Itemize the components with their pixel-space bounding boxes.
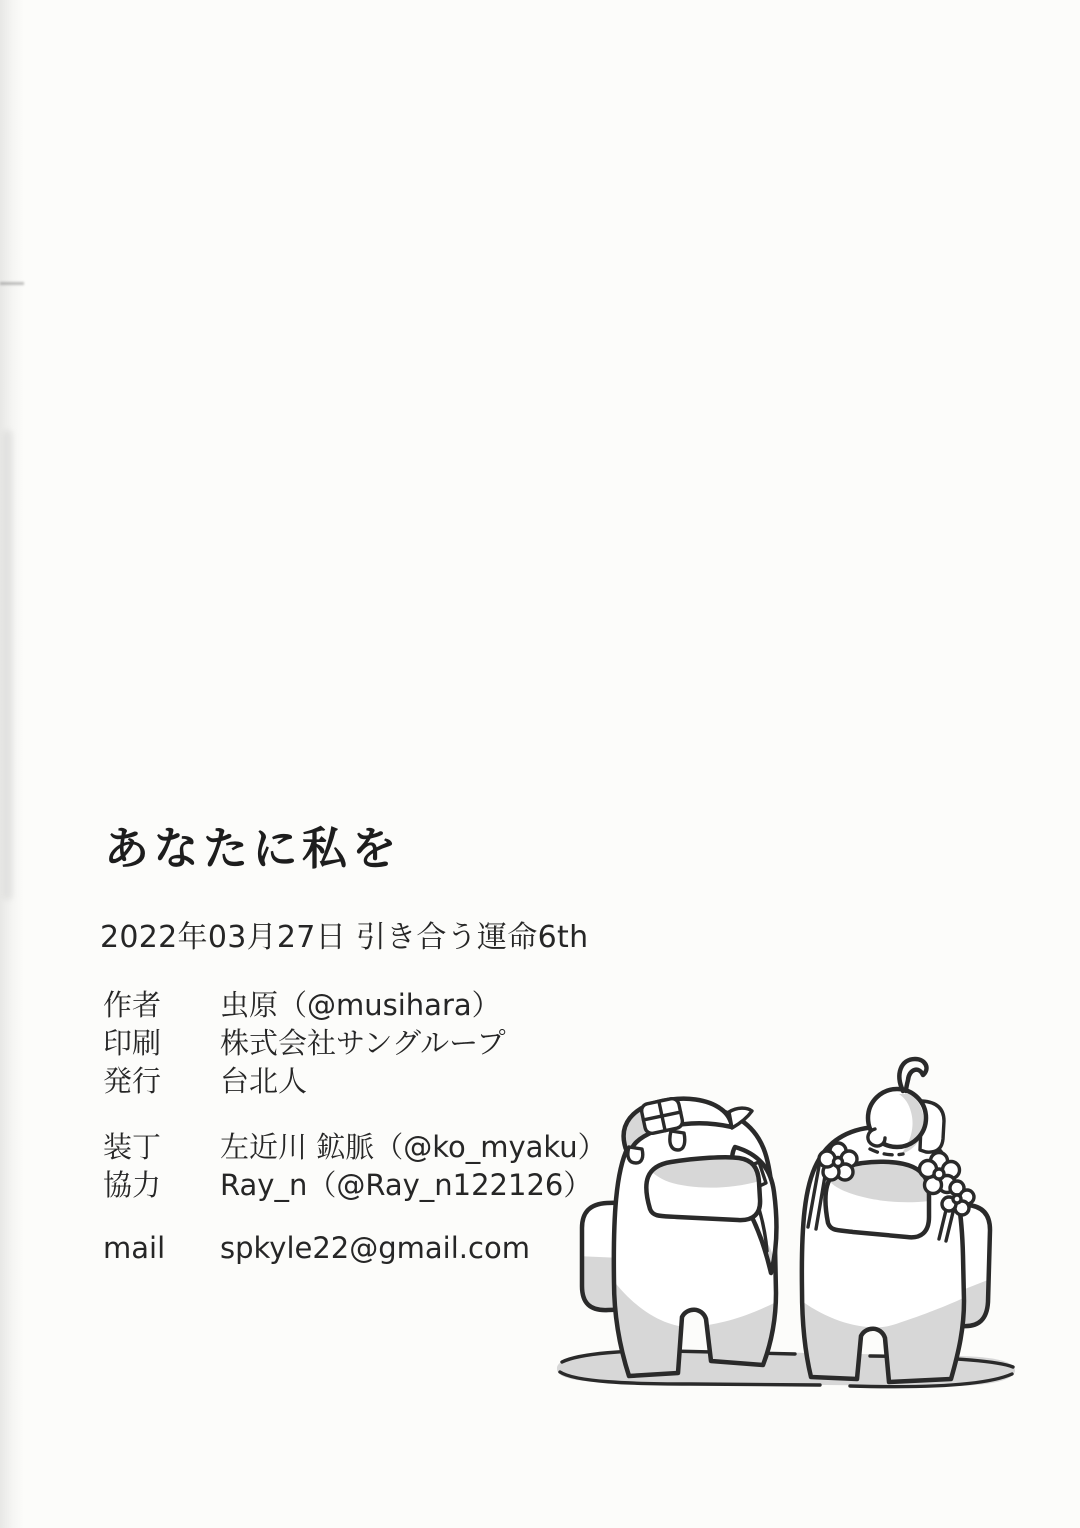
credit-value: Ray_n（@Ray_n122126） xyxy=(220,1168,593,1202)
scan-mark-artifact xyxy=(0,282,24,285)
credit-label: 発行 xyxy=(103,1064,162,1098)
mini-crewmate xyxy=(868,1059,944,1155)
release-date-line: 2022年03月27日 引き合う運命6th xyxy=(100,920,589,955)
credit-row-mail xyxy=(103,1233,530,1271)
credit-label: 協力 xyxy=(103,1168,162,1202)
credit-row-cooperation xyxy=(103,1170,607,1208)
credit-row-printer xyxy=(103,1028,506,1066)
credit-row-publisher xyxy=(103,1066,506,1104)
credit-value: 株式会社サングループ xyxy=(220,1026,506,1060)
credit-value: 台北人 xyxy=(220,1064,308,1098)
credit-label: 装丁 xyxy=(103,1130,162,1164)
sprout-icon xyxy=(899,1059,926,1091)
scan-edge-artifact xyxy=(0,0,24,1528)
crewmate-right xyxy=(785,1059,998,1400)
kanji-plate-icon xyxy=(640,1097,683,1134)
mail-address: spkyle22@gmail.com xyxy=(220,1231,530,1265)
credits-main xyxy=(103,990,506,1104)
mail-label: mail xyxy=(103,1231,166,1265)
book-title: あなたに私を xyxy=(104,822,402,875)
credit-value: 左近川 鉱脈（@ko_myaku） xyxy=(220,1130,607,1164)
contact-row xyxy=(103,1233,530,1271)
scan-streak-artifact xyxy=(3,430,13,900)
credit-row-author xyxy=(103,990,506,1028)
crewmates-illustration xyxy=(540,1050,1080,1528)
credit-value: 虫原（@musihara） xyxy=(220,988,501,1022)
credit-label: 作者 xyxy=(103,988,162,1022)
credit-label: 印刷 xyxy=(103,1026,162,1060)
credit-row-design xyxy=(103,1132,607,1170)
credits-staff xyxy=(103,1132,607,1208)
